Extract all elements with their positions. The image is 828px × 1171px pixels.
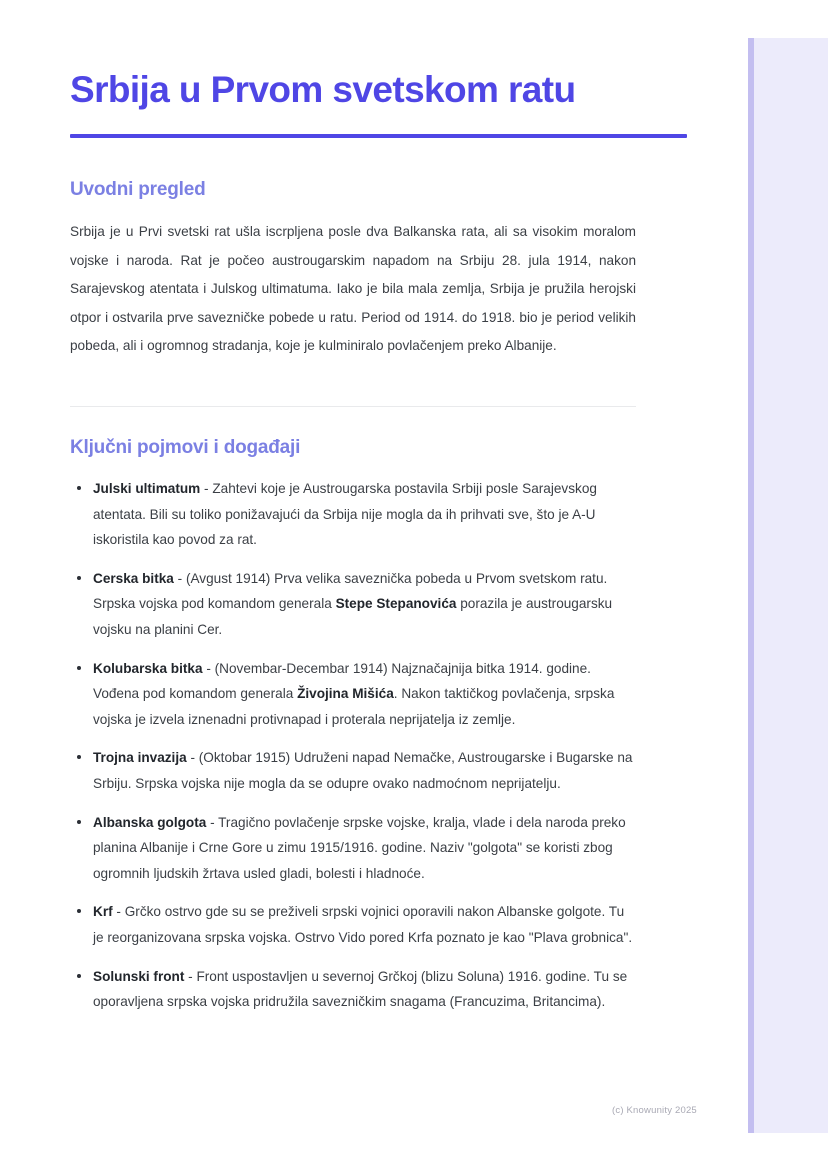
terms-list bbox=[70, 476, 636, 1015]
copyright-footer: (c) Knowunity 2025 bbox=[612, 1105, 697, 1116]
intro-paragraph: Srbija je u Prvi svetski rat ušla iscrpljena posle dva Balkanska rata, ali sa visokim moralom vojske i naroda. Rat je počeo austrougarskim napadom na Srbiju 28. jula 1914, nakon Sarajevskog atentata i Julskog ultimatuma. Iako je bila mala zemlja, Srbija je pružila herojski otpor i ostvarila prve savezničke pobede u ratu. Period od 1914. do 1918. bio je period velikih pobeda, ali i ogromnog stradanja, koje je kulminiralo povlačenjem preko Albanije. bbox=[70, 224, 636, 354]
page-title: Srbija u Prvom svetskom ratu bbox=[70, 69, 576, 110]
term-description: - (Novembar-Decembar 1914) Najznačajnija bitka 1914. godine. Vođena pod komandom generala bbox=[93, 660, 591, 702]
list-item bbox=[70, 656, 636, 733]
section-heading-intro: Uvodni pregled bbox=[70, 179, 206, 200]
list-item bbox=[70, 745, 636, 796]
term-label: Albanska golgota bbox=[93, 814, 207, 830]
term-description: - Zahtevi koje je Austrougarska postavila Srbiji posle Sarajevskog atentata. Bili su toliko ponižavajući da Srbija nije mogla da ih prihvati sve, što je A-U iskoristila kao povod za rat. bbox=[93, 481, 597, 548]
term-description: - Front uspostavljen u severnoj Grčkoj (blizu Soluna) 1916. godine. Tu se oporavljena srpska vojska pridružila savezničkim snagama (Francuzima, Britancima). bbox=[93, 968, 628, 1010]
term-description: - Grčko ostrvo gde su se preživeli srpski vojnici oporavili nakon Albanske golgote. Tu je reorganizovana srpska vojska. Ostrvo Vido pored Krfa poznato je kao "Plava grobnica". bbox=[93, 904, 633, 945]
term-label: Krf bbox=[93, 904, 113, 920]
term-description: - (Avgust 1914) Prva velika saveznička pobeda u Prvom svetskom ratu. Srpska vojska pod komandom generala bbox=[93, 570, 608, 612]
term-label: Solunski front bbox=[93, 968, 185, 984]
list-item bbox=[70, 566, 636, 643]
bullet-icon bbox=[77, 576, 81, 580]
section-divider bbox=[70, 406, 636, 407]
section-heading-terms: Ključni pojmovi i događaji bbox=[70, 437, 301, 458]
list-item bbox=[70, 899, 636, 950]
section-uvodni-pregled bbox=[70, 178, 636, 361]
title-underline-rule bbox=[70, 134, 687, 138]
term-label: Kolubarska bitka bbox=[93, 660, 203, 676]
bullet-icon bbox=[77, 486, 81, 490]
page-edge-strip bbox=[748, 38, 828, 1133]
list-item bbox=[70, 964, 636, 1015]
term-description-tail: porazila je austrougarsku vojsku na planini Cer. bbox=[93, 596, 613, 637]
term-emphasis: Živojina Mišića bbox=[297, 686, 394, 702]
term-emphasis: Stepe Stepanovića bbox=[335, 596, 457, 612]
bullet-icon bbox=[77, 755, 81, 759]
term-label: Trojna invazija bbox=[93, 750, 187, 766]
term-description: - Tragično povlačenje srpske vojske, kralja, vlade i dela naroda preko planina Albanije i Crne Gore u zimu 1915/1916. godine. Naziv "golgota" se koristi zbog ogromnih ljudskih žrtava usled gladi, bolesti i hladnoće. bbox=[93, 814, 626, 881]
bullet-icon bbox=[77, 666, 81, 670]
list-item bbox=[70, 476, 636, 553]
term-label: Cerska bitka bbox=[93, 570, 174, 586]
list-item bbox=[70, 810, 636, 887]
term-description-tail: . Nakon taktičkog povlačenja, srpska vojska je izvela iznenadni protivnapad i proterala neprijatelja iz zemlje. bbox=[93, 686, 615, 727]
section-kljucni-pojmovi bbox=[70, 436, 636, 1015]
term-label: Julski ultimatum bbox=[93, 481, 201, 496]
page-edge-accent-bar bbox=[748, 38, 754, 1133]
bullet-icon bbox=[77, 974, 81, 978]
term-description: - (Oktobar 1915) Udruženi napad Nemačke, Austrougarske i Bugarske na Srbiju. Srpska vojska nije mogla da se odupre ovako nadmoćnom neprijatelju. bbox=[93, 750, 633, 791]
bullet-icon bbox=[77, 909, 81, 913]
bullet-icon bbox=[77, 820, 81, 824]
